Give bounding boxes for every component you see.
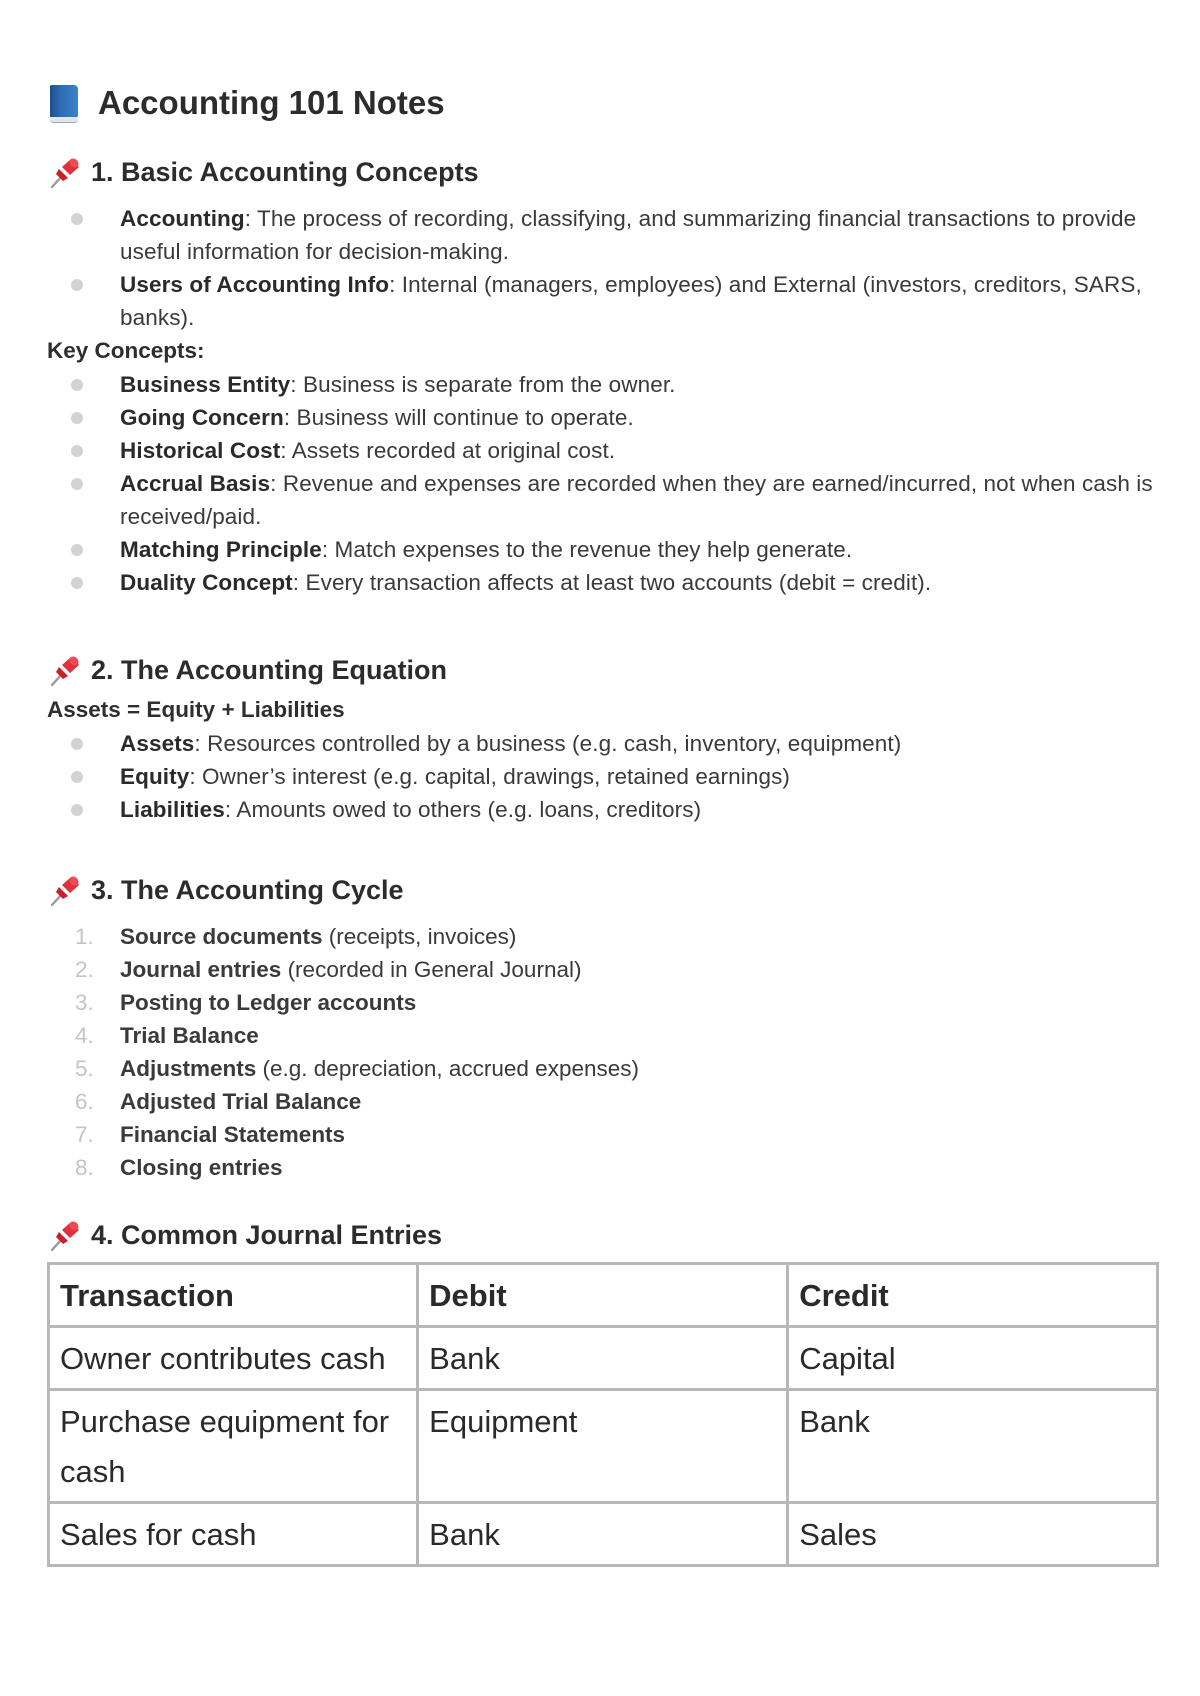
list-item: 4. Trial Balance (75, 1023, 259, 1048)
section-heading (47, 152, 1157, 192)
list-item: Liabilities: Amounts owed to others (e.g. loans, creditors) (47, 793, 1157, 826)
column-header-transaction: Transaction (49, 1264, 418, 1327)
key-concepts-list (47, 368, 1157, 599)
equation-terms-list (47, 727, 1157, 826)
bullet-dot (71, 445, 83, 457)
section-heading-text: 1. Basic Accounting Concepts (91, 156, 479, 187)
pushpin-icon (47, 1217, 83, 1253)
section-heading-text: 3. The Accounting Cycle (91, 874, 404, 905)
list-item: 8. Closing entries (75, 1155, 283, 1180)
bullet-dot (71, 804, 83, 816)
blue-book-icon (47, 83, 81, 123)
list-item: Assets: Resources controlled by a business (e.g. cash, inventory, equipment) (47, 727, 1157, 760)
list-item: Duality Concept: Every transaction affects at least two accounts (debit = credit). (47, 566, 1157, 599)
table-header-row (49, 1264, 1158, 1327)
journal-entries-table (47, 1262, 1159, 1567)
section-heading-text: 2. The Accounting Equation (91, 654, 447, 685)
table-cell: Bank (418, 1327, 788, 1390)
concepts-list (47, 202, 1157, 334)
list-item: Going Concern: Business will continue to operate. (47, 401, 1157, 434)
list-item: Historical Cost: Assets recorded at original cost. (47, 434, 1157, 467)
list-item: 7. Financial Statements (75, 1122, 346, 1147)
list-item: 6. Adjusted Trial Balance (75, 1089, 362, 1114)
accounting-equation: Assets = Equity + Liabilities (47, 697, 345, 722)
list-item: 1. Source documents (receipts, invoices) (75, 924, 517, 949)
list-item: 2. Journal entries (recorded in General Journal) (75, 957, 582, 982)
section-accounting-cycle (47, 870, 1157, 1184)
key-concepts-label: Key Concepts: (47, 338, 205, 363)
bullet-dot (71, 544, 83, 556)
list-item: Users of Accounting Info: Internal (managers, employees) and External (investors, creditors, SARS, banks). (47, 268, 1157, 334)
list-item: 3. Posting to Ledger accounts (75, 990, 417, 1015)
column-header-debit: Debit (418, 1264, 788, 1327)
pushpin-icon (47, 652, 83, 688)
bullet-dot (71, 412, 83, 424)
section-heading (47, 1215, 1157, 1255)
table-cell: Bank (788, 1390, 1158, 1503)
document-title (47, 80, 445, 126)
document-title-text: Accounting 101 Notes (98, 84, 445, 121)
list-item: Business Entity: Business is separate from the owner. (47, 368, 1157, 401)
bullet-dot (71, 738, 83, 750)
list-item: Equity: Owner’s interest (e.g. capital, drawings, retained earnings) (47, 760, 1157, 793)
table-row (49, 1503, 1158, 1566)
table-cell: Owner contributes cash (49, 1327, 418, 1390)
section-heading (47, 650, 1157, 690)
table-cell: Sales for cash (49, 1503, 418, 1566)
section-journal-entries (47, 1215, 1157, 1255)
table-cell: Bank (418, 1503, 788, 1566)
section-accounting-equation (47, 650, 1157, 826)
list-item: Accrual Basis: Revenue and expenses are recorded when they are earned/incurred, not when cash is received/paid. (47, 467, 1157, 533)
bullet-dot (71, 279, 83, 291)
section-basic-concepts (47, 152, 1157, 599)
section-heading-text: 4. Common Journal Entries (91, 1219, 443, 1250)
bullet-dot (71, 771, 83, 783)
list-item: 5. Adjustments (e.g. depreciation, accrued expenses) (75, 1056, 639, 1081)
table-row (49, 1390, 1158, 1503)
pushpin-icon (47, 872, 83, 908)
section-heading (47, 870, 1157, 910)
table-cell: Purchase equipment for cash (49, 1390, 418, 1503)
pushpin-icon (47, 154, 83, 190)
table-cell: Equipment (418, 1390, 788, 1503)
table-row (49, 1327, 1158, 1390)
list-item: Matching Principle: Match expenses to the revenue they help generate. (47, 533, 1157, 566)
bullet-dot (71, 478, 83, 490)
bullet-dot (71, 213, 83, 225)
list-item: Accounting: The process of recording, classifying, and summarizing financial transactions to provide useful information for decision-making. (47, 202, 1157, 268)
bullet-dot (71, 379, 83, 391)
accounting-cycle-steps (47, 920, 1157, 1184)
column-header-credit: Credit (788, 1264, 1158, 1327)
table-cell: Sales (788, 1503, 1158, 1566)
bullet-dot (71, 577, 83, 589)
table-cell: Capital (788, 1327, 1158, 1390)
